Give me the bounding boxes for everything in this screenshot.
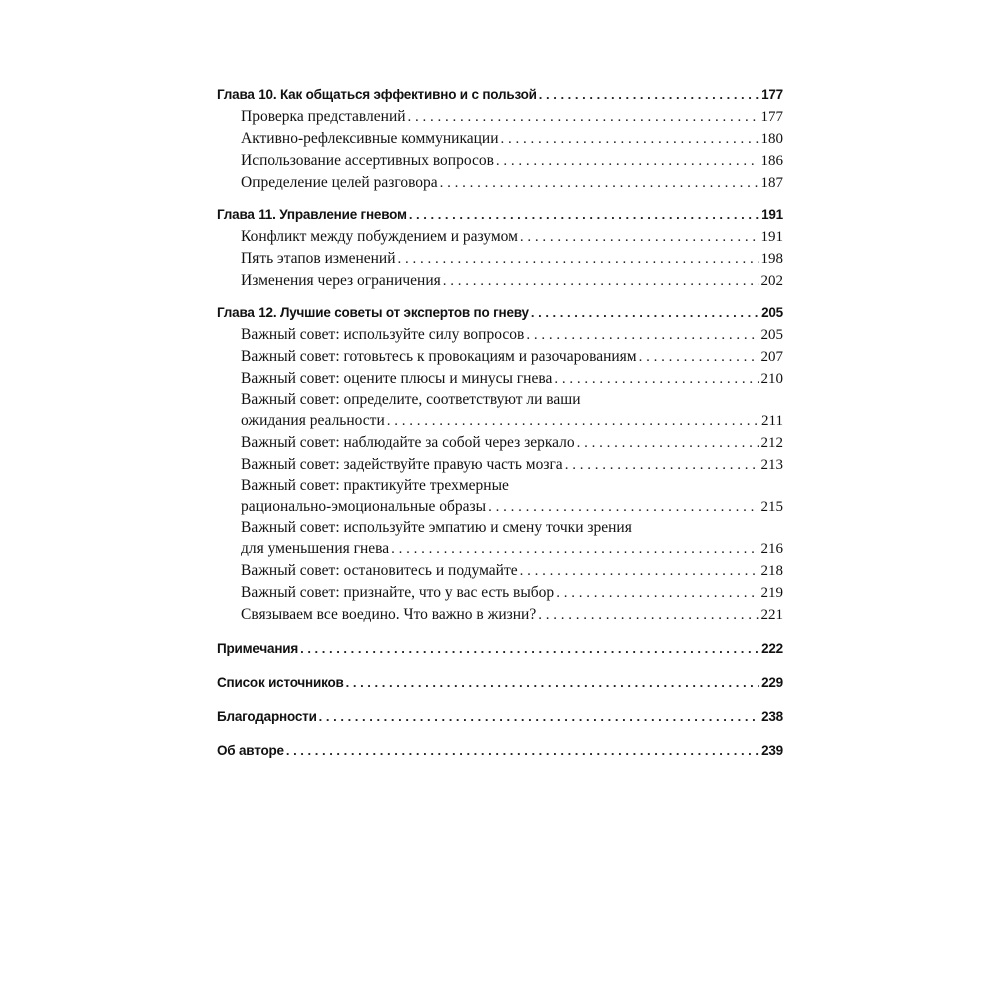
dot-leader xyxy=(565,454,759,476)
dot-leader xyxy=(496,150,759,172)
dot-leader xyxy=(554,368,758,390)
dot-leader xyxy=(398,248,759,270)
section-title: Список источников xyxy=(217,675,344,690)
dot-leader xyxy=(286,740,759,762)
dot-leader xyxy=(526,324,758,346)
dot-leader xyxy=(408,106,759,128)
toc-item[interactable] xyxy=(217,324,783,346)
dot-leader xyxy=(300,638,759,660)
chapter-title: Глава 11. Управление гневом xyxy=(217,207,407,222)
dot-leader xyxy=(319,706,759,728)
spacer xyxy=(217,194,783,204)
page-number: 212 xyxy=(760,435,783,451)
toc-item[interactable] xyxy=(217,582,783,604)
page-number: 218 xyxy=(760,563,783,579)
page-number: 215 xyxy=(760,499,783,515)
page-number: 198 xyxy=(760,251,783,267)
item-title: Важный совет: наблюдайте за собой через зеркало xyxy=(241,434,575,451)
toc-thanks[interactable] xyxy=(217,706,783,728)
item-title: Конфликт между побуждением и разумом xyxy=(241,228,518,245)
toc-item[interactable] xyxy=(217,432,783,454)
page-number: 221 xyxy=(760,607,783,623)
page-number: 191 xyxy=(760,229,783,245)
page-number: 219 xyxy=(760,585,783,601)
item-title: Пять этапов изменений xyxy=(241,250,396,267)
toc-author[interactable] xyxy=(217,740,783,762)
dot-leader xyxy=(501,128,759,150)
chapter-title: Глава 12. Лучшие советы от экспертов по гневу xyxy=(217,305,529,320)
page-number: 177 xyxy=(760,109,783,125)
page-number: 238 xyxy=(761,709,783,724)
toc-item[interactable] xyxy=(217,346,783,368)
dot-leader xyxy=(391,538,758,560)
page-number: 177 xyxy=(761,87,783,102)
page-number: 202 xyxy=(760,273,783,289)
page-number: 210 xyxy=(760,371,783,387)
spacer xyxy=(217,694,783,706)
spacer xyxy=(217,728,783,740)
toc-item[interactable] xyxy=(217,496,783,518)
page-number: 211 xyxy=(761,413,783,429)
item-title: Проверка представлений xyxy=(241,108,406,125)
item-title: Важный совет: признайте, что у вас есть выбор xyxy=(241,584,555,601)
spacer xyxy=(217,626,783,638)
toc-item[interactable] xyxy=(217,604,783,626)
dot-leader xyxy=(443,270,759,292)
page-number: 180 xyxy=(760,131,783,147)
page-number: 205 xyxy=(761,305,783,320)
page-number: 207 xyxy=(760,349,783,365)
item-title: Важный совет: используйте силу вопросов xyxy=(241,326,525,343)
item-title: Определение целей разговора xyxy=(241,174,438,191)
item-title: Важный совет: остановитесь и подумайте xyxy=(241,562,518,579)
toc-item[interactable] xyxy=(217,128,783,150)
item-title-line-1: Важный совет: определите, соответствуют ли ваши xyxy=(241,391,581,408)
toc-item[interactable] xyxy=(217,560,783,582)
item-title: Активно-рефлексивные коммуникации xyxy=(241,130,499,147)
toc-chapter-11[interactable] xyxy=(217,204,783,226)
table-of-contents xyxy=(217,84,783,762)
dot-leader xyxy=(520,226,759,248)
spacer xyxy=(217,660,783,672)
dot-leader xyxy=(639,346,759,368)
page-number: 222 xyxy=(761,641,783,656)
item-title: Связываем все воедино. Что важно в жизни? xyxy=(241,606,537,623)
dot-leader xyxy=(346,672,759,694)
dot-leader xyxy=(440,172,759,194)
toc-notes[interactable] xyxy=(217,638,783,660)
page-number: 213 xyxy=(760,457,783,473)
page-number: 229 xyxy=(761,675,783,690)
dot-leader xyxy=(538,604,758,626)
page-number: 205 xyxy=(760,327,783,343)
item-title-line-1: Важный совет: практикуйте трехмерные xyxy=(241,477,509,494)
toc-item[interactable] xyxy=(217,106,783,128)
item-title: ожидания реальности xyxy=(241,412,385,429)
dot-leader xyxy=(577,432,759,454)
dot-leader xyxy=(387,410,759,432)
toc-item[interactable] xyxy=(217,248,783,270)
section-title: Благодарности xyxy=(217,709,317,724)
toc-item[interactable] xyxy=(217,172,783,194)
dot-leader xyxy=(531,302,759,324)
toc-item[interactable] xyxy=(217,410,783,432)
page-number: 239 xyxy=(761,743,783,758)
toc-item[interactable] xyxy=(217,270,783,292)
toc-item[interactable] xyxy=(217,226,783,248)
dot-leader xyxy=(488,496,758,518)
dot-leader xyxy=(520,560,759,582)
page-number: 216 xyxy=(760,541,783,557)
dot-leader xyxy=(409,204,759,226)
section-title: Об авторе xyxy=(217,743,284,758)
item-title: Важный совет: готовьтесь к провокациям и разочарованиям xyxy=(241,348,637,365)
toc-chapter-10[interactable] xyxy=(217,84,783,106)
dot-leader xyxy=(539,84,759,106)
dot-leader xyxy=(556,582,758,604)
toc-item[interactable] xyxy=(217,150,783,172)
toc-item[interactable] xyxy=(217,538,783,560)
item-title: Изменения через ограничения xyxy=(241,272,441,289)
toc-chapter-12[interactable] xyxy=(217,302,783,324)
item-title: рационально-эмоциональные образы xyxy=(241,498,487,515)
section-title: Примечания xyxy=(217,641,299,656)
chapter-title: Глава 10. Как общаться эффективно и с пользой xyxy=(217,87,537,102)
spacer xyxy=(217,292,783,302)
item-title: Использование ассертивных вопросов xyxy=(241,152,494,169)
page-number: 186 xyxy=(760,153,783,169)
item-title-line-1: Важный совет: используйте эмпатию и смену точки зрения xyxy=(241,519,632,536)
page-number: 191 xyxy=(761,207,783,222)
toc-item[interactable] xyxy=(217,368,783,390)
item-title: Важный совет: задействуйте правую часть мозга xyxy=(241,456,563,473)
toc-sources[interactable] xyxy=(217,672,783,694)
toc-item[interactable] xyxy=(217,454,783,476)
page-number: 187 xyxy=(760,175,783,191)
item-title: Важный совет: оцените плюсы и минусы гнева xyxy=(241,370,553,387)
item-title: для уменьшения гнева xyxy=(241,540,390,557)
